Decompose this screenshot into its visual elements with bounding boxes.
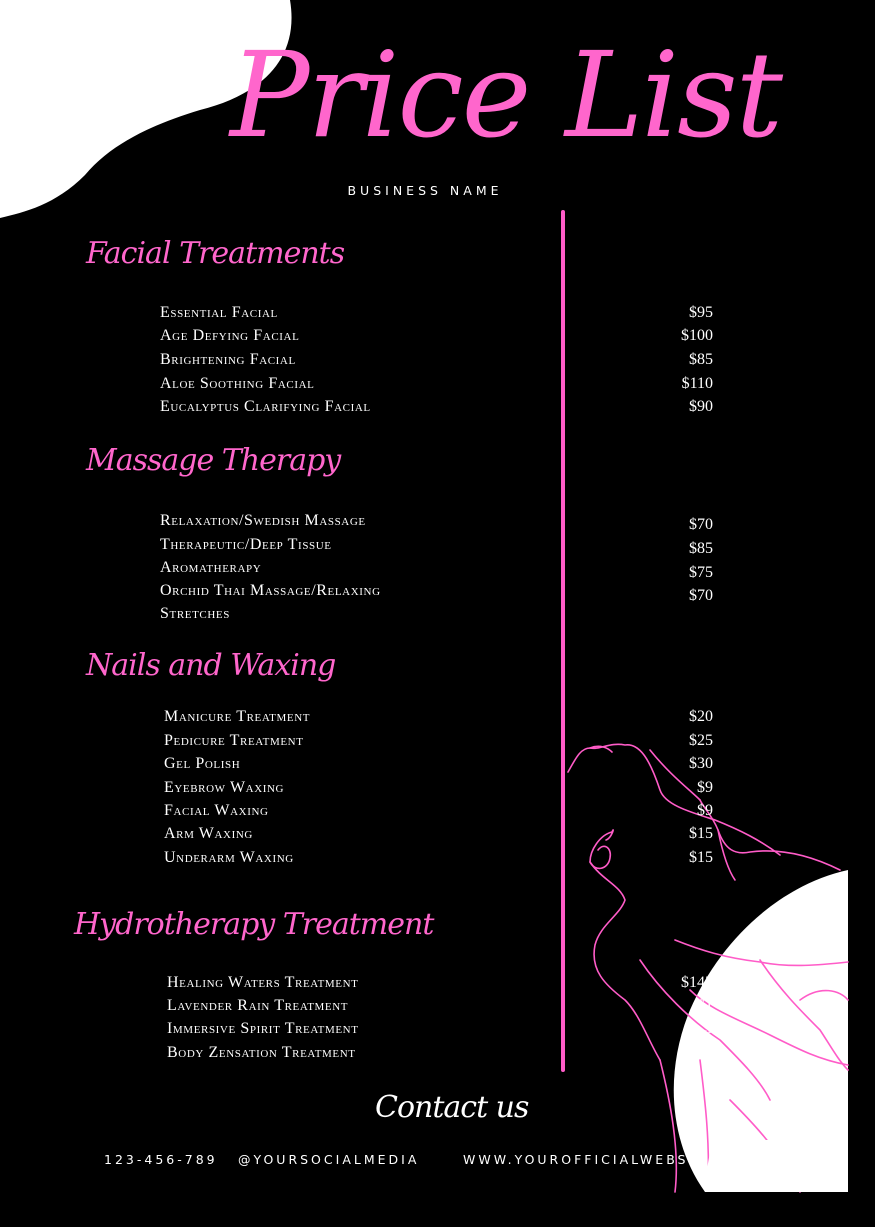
menu-item: Relaxation/Swedish Massage	[160, 512, 366, 529]
menu-price: $15	[689, 849, 713, 866]
menu-item: Therapeutic/Deep Tissue	[160, 536, 332, 553]
menu-item: Underarm Waxing	[164, 849, 294, 866]
menu-price: $85	[689, 540, 713, 557]
menu-item: Gel Polish	[164, 755, 241, 772]
menu-price: $30	[689, 755, 713, 772]
menu-price: $110	[681, 375, 713, 392]
menu-item: Healing Waters Treatment	[167, 974, 359, 991]
menu-item: Body Zensation Treatment	[167, 1044, 356, 1061]
menu-item: Stretches	[160, 605, 230, 622]
menu-item: Aromatherapy	[160, 559, 262, 576]
contact-phone: 123-456-789	[104, 1152, 218, 1167]
menu-item: Lavender Rain Treatment	[167, 997, 349, 1014]
menu-item: Immersive Spirit Treatment	[167, 1020, 359, 1037]
section-title-facial: Facial Treatments	[86, 236, 345, 271]
menu-price: $100	[681, 327, 713, 344]
menu-item: Orchid Thai Massage/Relaxing	[160, 582, 381, 599]
section-title-nails: Nails and Waxing	[86, 648, 336, 683]
menu-price: $85	[689, 351, 713, 368]
contact-title: Contact us	[375, 1090, 529, 1125]
section-title-hydrotherapy: Hydrotherapy Treatment	[74, 907, 434, 942]
contact-website: WWW.YOUROFFICIALWEBS	[463, 1152, 689, 1167]
menu-item: Manicure Treatment	[164, 708, 311, 725]
menu-price: $70	[689, 516, 713, 533]
menu-item: Brightening Facial	[160, 351, 296, 368]
menu-item: Aloe Soothing Facial	[160, 375, 315, 392]
menu-price: $25	[689, 732, 713, 749]
menu-price: $	[705, 1020, 713, 1037]
menu-item: Eucalyptus Clarifying Facial	[160, 398, 371, 415]
menu-price: $1	[697, 997, 713, 1014]
menu-price: $75	[689, 564, 713, 581]
menu-price: $70	[689, 587, 713, 604]
page-title: Price List	[230, 26, 782, 164]
menu-price: $9	[697, 802, 713, 819]
menu-item: Facial Waxing	[164, 802, 269, 819]
menu-price: $9	[697, 779, 713, 796]
section-title-massage: Massage Therapy	[86, 443, 341, 478]
contact-social: @YOURSOCIALMEDIA	[238, 1152, 420, 1167]
business-name: BUSINESS NAME	[347, 183, 503, 198]
menu-price: $145	[681, 974, 713, 991]
menu-item: Essential Facial	[160, 304, 278, 321]
menu-item: Eyebrow Waxing	[164, 779, 285, 796]
menu-price: $90	[689, 398, 713, 415]
menu-item: Arm Waxing	[164, 825, 253, 842]
menu-item: Pedicure Treatment	[164, 732, 304, 749]
menu-item: Age Defying Facial	[160, 327, 300, 344]
menu-price: $15	[689, 825, 713, 842]
menu-price: $20	[689, 708, 713, 725]
menu-price: $95	[689, 304, 713, 321]
